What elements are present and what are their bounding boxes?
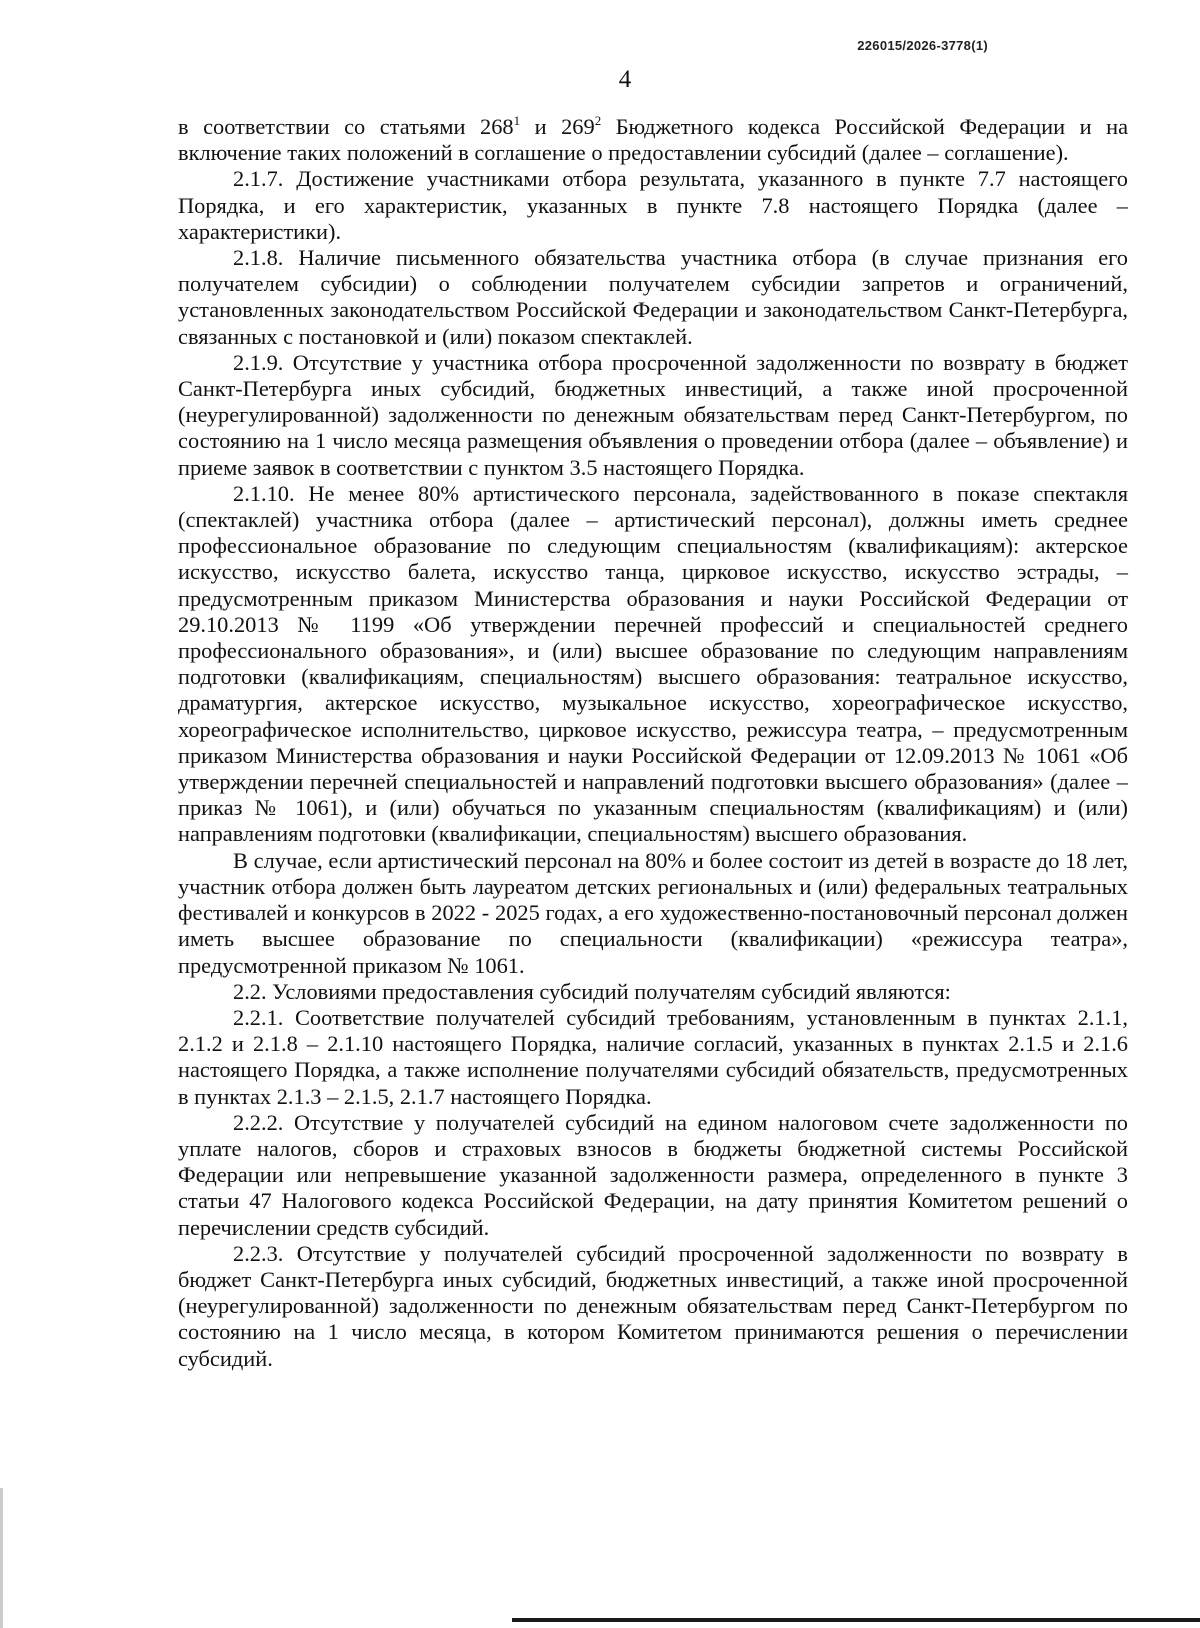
document-registration-number: 226015/2026-3778(1): [857, 38, 988, 53]
paragraph-2-1-10: 2.1.10. Не менее 80% артистического персонала, задействованного в показе спектакля (спектаклей) участника отбора (далее – артистический персонал), должны иметь среднее профессиональное образование по следующим специальностям (квалификациям): актерское искусство, искусство балета, искусство танца, цирковое искусство, искусство эстрады, – предусмотренным приказом Министерства образования и науки Российской Федерации от 29.10.2013 № 1199 «Об утверждении перечней профессий и специальностей среднего профессионального образования», и (или) высшее образование по следующим направлениям подготовки (квалификациям, специальностям) высшего образования: театральное искусство, драматургия, актерское искусство, музыкальное искусство, хореографическое искусство, хореографическое исполнительство, цирковое искусство, режиссура театра, – предусмотренным приказом Министерства образования и науки Российской Федерации от 12.09.2013 № 1061 «Об утверждении перечней специальностей и направлений подготовки высшего образования» (далее – приказ № 1061), и (или) обучаться по указанным специальностям (квалификациям) и (или) направлениям подготовки (квалификации, специальностям) высшего образования.: [178, 480, 1128, 847]
paragraph-2-2-3: 2.2.3. Отсутствие у получателей субсидий просроченной задолженности по возврату в бюджет Санкт-Петербурга иных субсидий, бюджетных инвестиций, а также иной просроченной (неурегулированной) задолженности по денежным обязательствам перед Санкт-Петербургом по состоянию на 1 число месяца, в котором Комитетом принимаются решения о перечислении субсидий.: [178, 1240, 1128, 1371]
scan-edge-mark: [0, 1488, 3, 1628]
superscript-2: 2: [594, 113, 602, 128]
paragraph-2-1-8: 2.1.8. Наличие письменного обязательства участника отбора (в случае признания его получателем субсидии) о соблюдении получателем субсидии запретов и ограничений, установленных законодательством Российской Федерации и законодательством Санкт-Петербурга, связанных с постановкой и (или) показом спектаклей.: [178, 245, 1128, 349]
paragraph-2-2-1: 2.2.1. Соответствие получателей субсидий требованиям, установленным в пунктах 2.1.1, 2.1.2 и 2.1.8 – 2.1.10 настоящего Порядка, наличие согласий, указанных в пунктах 2.1.5 и 2.1.6 настоящего Порядка, а также исполнение получателями субсидий обязательств, предусмотренных в пунктах 2.1.3 – 2.1.5, 2.1.7 настоящего Порядка.: [178, 1004, 1128, 1109]
lead-text-2: и 269: [520, 114, 595, 139]
paragraph-2-1-7: 2.1.7. Достижение участниками отбора результата, указанного в пункте 7.7 настоящего Порядка, и его характеристик, указанных в пункте 7.8 настоящего Порядка (далее – характеристики).: [178, 166, 1128, 244]
document-body: [178, 114, 1128, 1372]
lead-text-1: в соответствии со статьями 268: [178, 114, 514, 139]
superscript-1: 1: [513, 113, 521, 128]
paragraph-continuation: [178, 114, 1128, 166]
page-number: 4: [618, 66, 632, 93]
scan-bottom-rule: [512, 1618, 1200, 1622]
lead-text-3: Бюджетного кодекса Российской Федерации и на включение таких положений в соглашение о предоставлении субсидий (далее – соглашение).: [178, 114, 1129, 166]
paragraph-2-2: 2.2. Условиями предоставления субсидий получателям субсидий являются:: [233, 978, 951, 1004]
paragraph-2-2-2: 2.2.2. Отсутствие у получателей субсидий на едином налоговом счете задолженности по уплате налогов, сборов и страховых взносов в бюджеты бюджетной системы Российской Федерации или непревышение указанной задолженности размера, определенного в пункте 3 статьи 47 Налогового кодекса Российской Федерации, на дату принятия Комитетом решений о перечислении средств субсидий.: [178, 1109, 1128, 1240]
paragraph-children-case: В случае, если артистический персонал на 80% и более состоит из детей в возрасте до 18 лет, участник отбора должен быть лауреатом детских региональных и (или) федеральных театральных фестивалей и конкурсов в 2022 - 2025 годах, а его художественно-постановочный персонал должен иметь высшее образование по специальности (квалификации) «режиссура театра», предусмотренной приказом № 1061.: [178, 847, 1128, 978]
paragraph-2-1-9: 2.1.9. Отсутствие у участника отбора просроченной задолженности по возврату в бюджет Санкт-Петербурга иных субсидий, бюджетных инвестиций, а также иной просроченной (неурегулированной) задолженности по денежным обязательствам перед Санкт-Петербургом, по состоянию на 1 число месяца размещения объявления о проведении отбора (далее – объявление) и приеме заявок в соответствии с пунктом 3.5 настоящего Порядка.: [178, 349, 1128, 480]
